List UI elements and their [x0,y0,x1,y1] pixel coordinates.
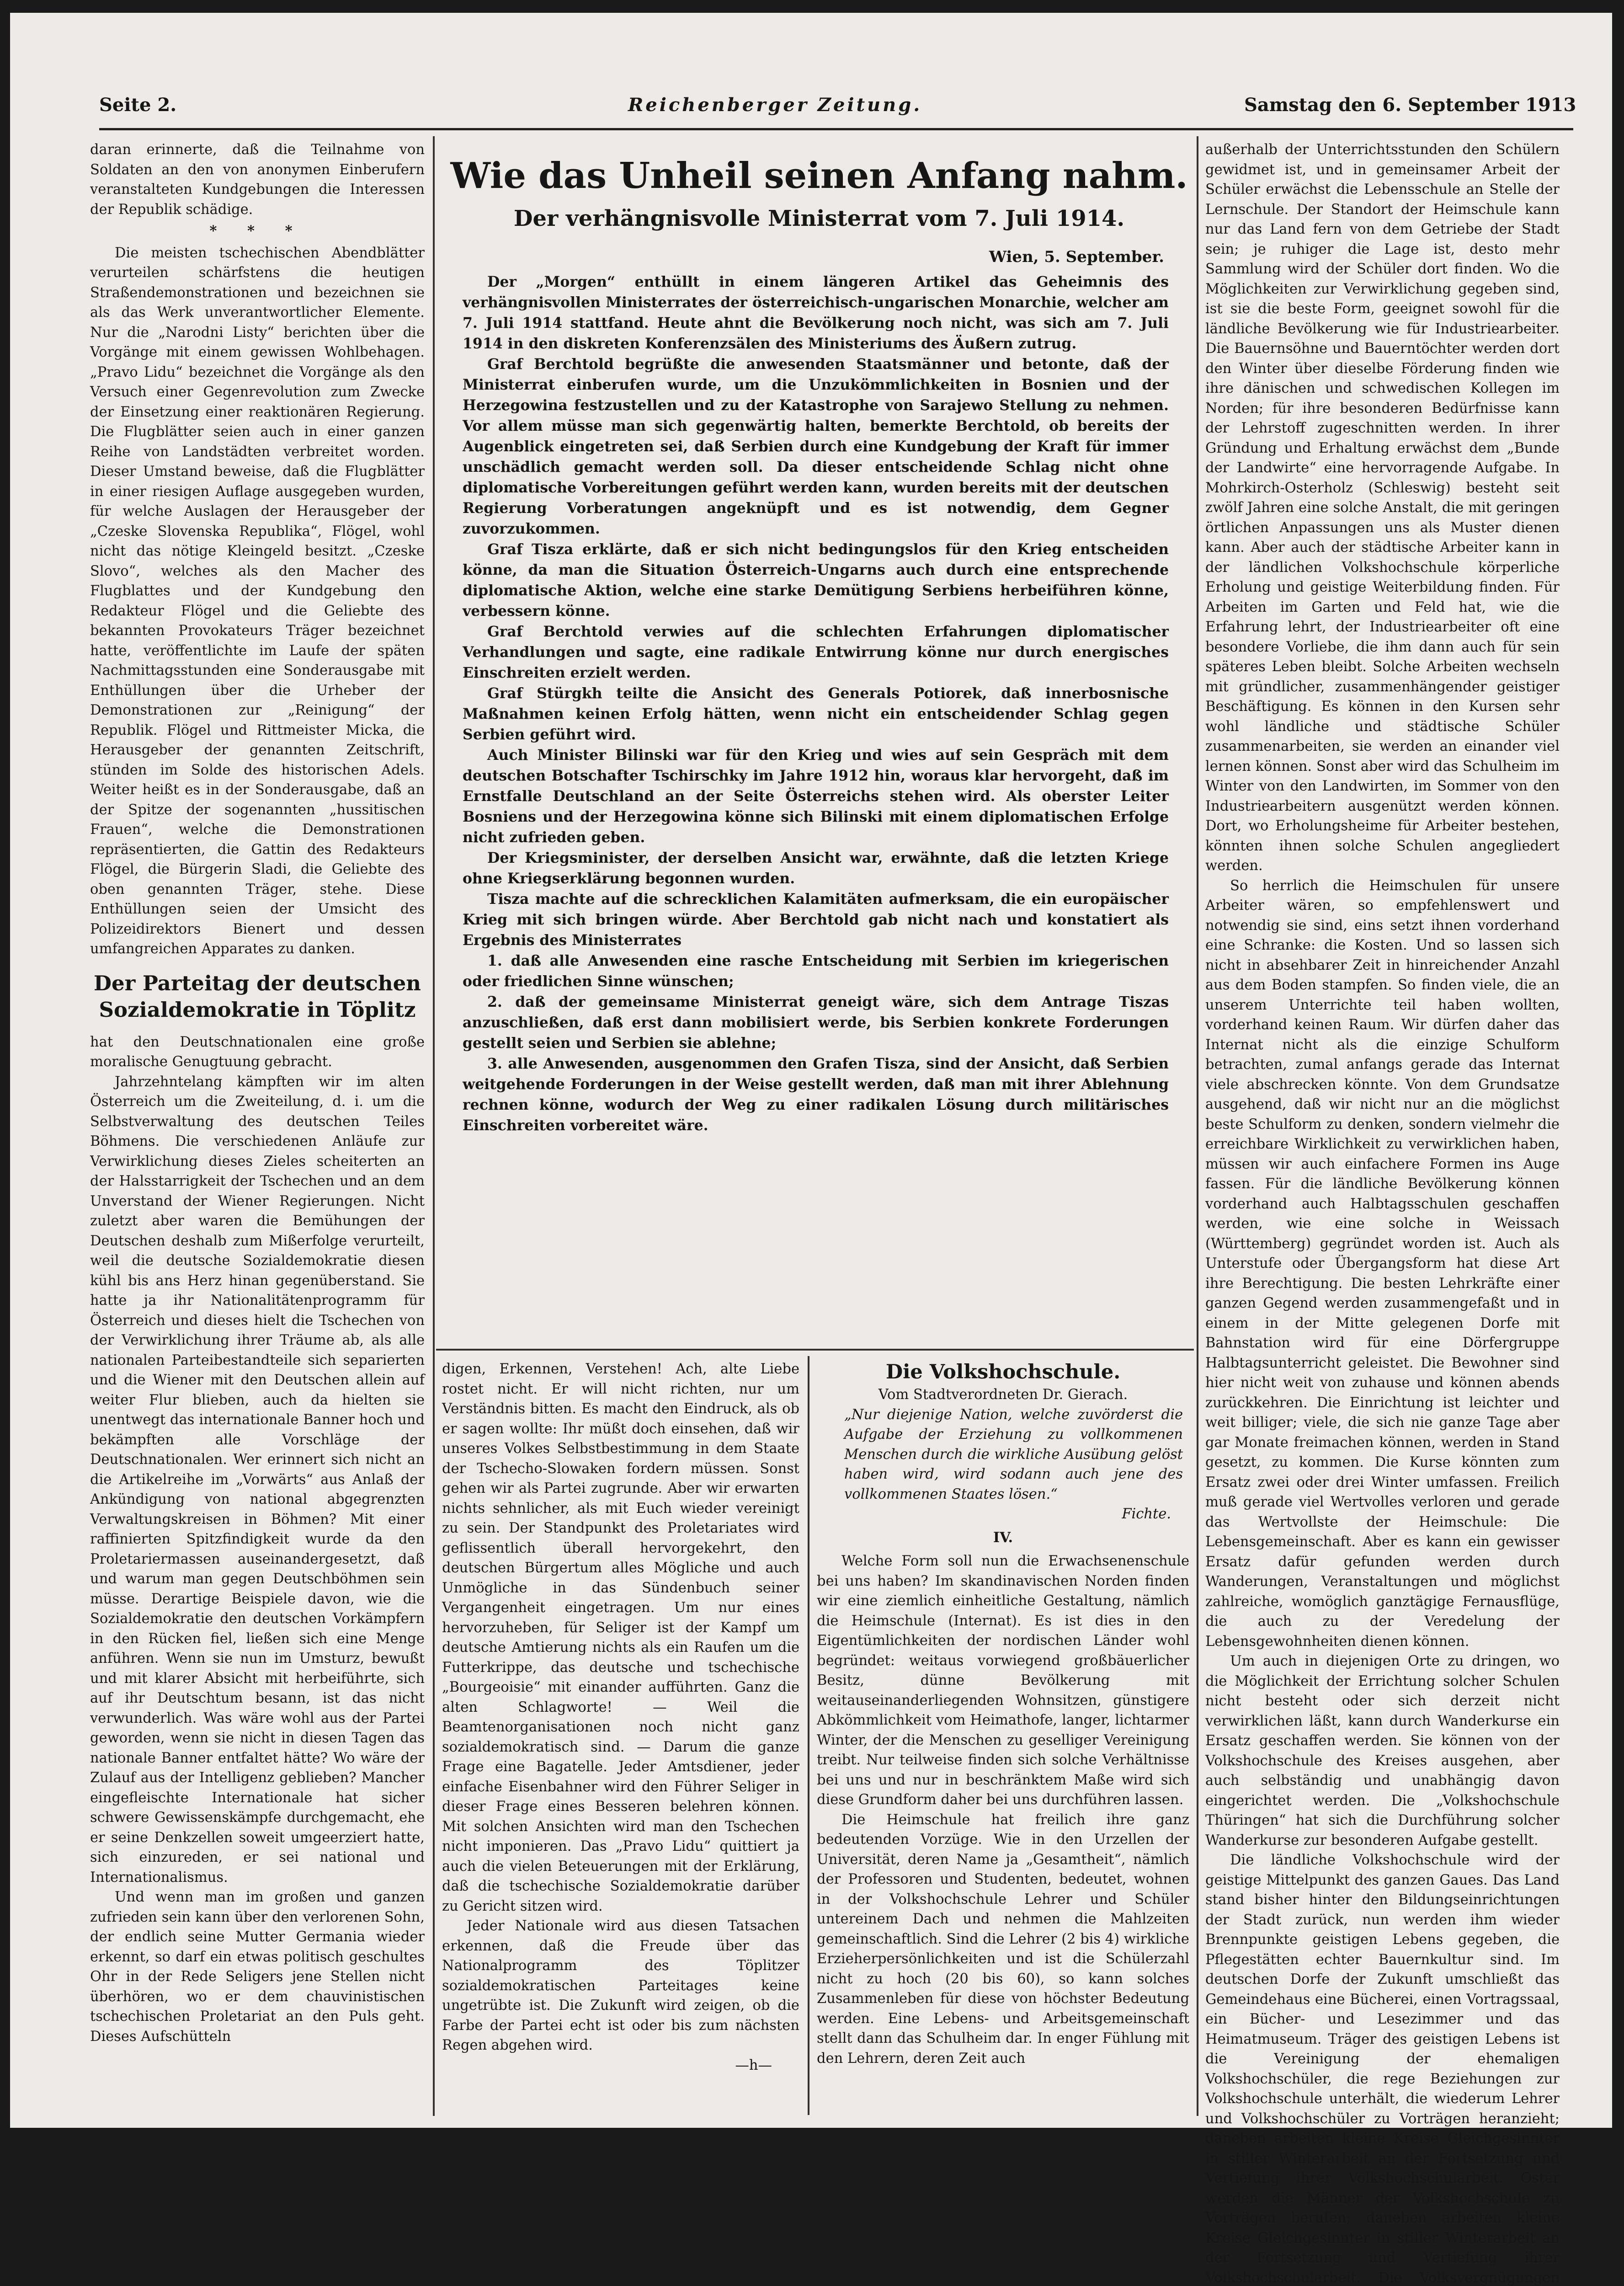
section-separator: * * * [209,223,305,239]
paragraph: Um auch in diejenigen Orte zu dringen, wo die Möglichkeit der Errichtung solcher Schulen nicht besteht oder sich derzeit nicht verwirklichen läßt, kann durch Wanderkurse ein Ersatz geschaffen werden. Sie können von der Volkshochschule des Kreises ausgehen, aber auch selbständig und unabhängig davon eingerichtet werden. Die „Volkshochschule Thüringen“ hat sich die Durchführung solcher Wanderkurse zur besonderen Aufgabe gestellt. [1205,1653,1560,1848]
paragraph: Jeder Nationale wird aus diesen Tatsachen erkennen, daß die Freude über das Nationalprogramm des Töplitzer sozialdemokratischen Parteitages keine ungetrübte ist. Die Zukunft wird zeigen, ob die Farbe der Partei echt ist oder bis zum nächsten Regen abgehen wird. [442,1918,799,2053]
list-item: 3. alle Anwesenden, ausgenommen den Grafen Tisza, sind der Ansicht, daß Serbien weitgehende Forderungen in der Weise gestellt werden, daß man mit ihrer Ablehnung rechnen könne, wodurch der Weg zu einer radikalen Lösung durch militärisches Einschreiten vorbereitet wäre. [463,1055,1169,1134]
newspaper-name: Reichenberger Zeitung. [628,94,922,116]
paragraph: Auch Minister Bilinski war für den Krieg und wies auf sein Gespräch mit dem deutschen Botschafter Tschirschky im Jahre 1912 hin, woraus klar hervorgeht, daß im Ernstfalle Deutschland an der Seite Österreichs stehen wird. Als oberster Leiter Bosniens und der Herzegowina könne sich Bilinski mit einem diplomatischen Erfolge nicht zufrieden geben. [463,747,1169,846]
issue-date: Samstag den 6. September 1913 [1244,94,1576,116]
column-1 [90,140,425,2117]
paragraph: digen, Erkennen, Verstehen! Ach, alte Liebe rostet nicht. Er will nicht richten, nur um Verständnis bitten. Es macht den Eindruck, als ob er sagen wollte: Ihr müßt doch einsehen, daß wir unseres Volkes Selbstbestimmung in dem Staate der Tschecho-Slowaken fordern müssen. Sonst gehen wir als Partei zugrunde. Aber wir erwarten nichts sehnlicher, als mit Euch wieder vereinigt zu sein. Der Standpunkt des Proletariates wird geflissentlich überall hervorgekehrt, den deutschen Bürgertum alles Mögliche und auch Unmögliche in das Sündenbuch seiner Vergangenheit eingetragen. Um nur eines hervorzuheben, für Seliger ist der Kampf um deutsche Amtierung nichts als ein Raufen um die Futterkrippe, das deutsche und tschechische „Bourgeoisie“ mit einander aufführten. Ganz die alten Schlagworte! — Weil die Beamtenorganisationen noch nicht ganz sozialdemokratisch sind. — Darum die ganze Frage eine Bagatelle. Jeder Amtsdiener, jeder einfache Eisenbahner wird den Führer Seliger in dieser Frage eines Besseren belehren können. Mit solchen Ansichten wird man den Tschechen nicht imponieren. Das „Pravo Lidu“ quittiert ja auch die vielen Beteuerungen mit der Erklärung, daß die tschechische Sozialdemokratie darüber zu Gericht sitzen wird. [442,1361,799,1914]
paragraph: Tisza machte auf die schrecklichen Kalamitäten aufmerksam, die ein europäischer Krieg mit sich bringen würde. Aber Berchtold gab nicht nach und konstatiert als Ergebnis des Ministerrates [463,891,1169,949]
article-headline: Der Parteitag der deutschen Sozialdemokratie in Töplitz [94,971,421,1022]
list-item: 1. daß alle Anwesenden eine rasche Entscheidung mit Serbien im kriegerischen oder friedlichen Sinne wünschen; [463,952,1169,990]
paragraph: hat den Deutschnationalen eine große moralische Genugtuung gebracht. [90,1034,425,1070]
main-subheadline: Der verhängnisvolle Ministerrat vom 7. Juli 1914. [513,206,1125,231]
epigraph-quote: „Nur diejenige Nation, welche zuvörderst die Aufgabe der Erziehung zu vollkommenen Menschen durch die wirkliche Ausübung gelöst haben wird, wird sodann auch jene des vollkommenen Staates lösen.“ [844,1406,1183,1502]
quote-author: Fichte. [1122,1506,1171,1522]
column-rule [808,1356,809,2115]
column-rule [433,136,435,2116]
paragraph: Welche Form soll nun die Erwachsenenschule bei uns haben? Im skandinavischen Norden finden wir eine ziemlich einheitliche Gestaltung, nämlich die Heimschule (Internat). Es ist dies in den Eigentümlichkeiten der nordischen Länder wohl begründet: weitaus vorwiegend großbäuerlicher Besitz, dünne Bevölkerung mit weitauseinanderliegenden Wohnsitzen, günstigere Abkömmlichkeit vom Heimathofe, langer, lichtarmer Winter, der die Menschen zu geselliger Vereinigung treibt. Nur teilweise finden sich solche Verhältnisse bei uns und nur in beschränktem Maße wird sich diese Grundform daher bei uns durchführen lassen. [817,1553,1189,1808]
newspaper-page [10,13,1612,2286]
paragraph: Graf Berchtold begrüßte die anwesenden Staatsmänner und betonte, daß der Ministerrat einberufen wurde, um die Unzukömmlichkeiten in Bosnien und der Herzegowina festzustellen und zu der Katastrophe von Sarajewo Stellung zu nehmen. Vor allem müsse man sich gegenwärtig halten, bemerkte Berchtold, ob bereits der Augenblick eingetreten sei, daß Serbien durch eine Kundgebung der Kraft für immer unschädlich gemacht werden soll. Da dieser entscheidende Schlag nicht ohne diplomatische Vorbereitungen geführt werden kann, wurden bereits mit der deutschen Regierung Vorberatungen angeknüpft und es ist notwendig, dem Gegner zuvorzukommen. [463,356,1169,537]
paragraph: außerhalb der Unterrichtsstunden den Schülern gewidmet ist, und in gemeinsamer Arbeit der Schüler erwächst die Lebensschule an Stelle der Lernschule. Der Standort der Heimschule kann nur das Land fern von dem Getriebe der Stadt sein; je ruhiger die Lage ist, desto mehr Sammlung wird der Schüler dort finden. Wo die Möglichkeiten zur Verwirklichung gegeben sind, ist sie die beste Form, geeignet sowohl für die ländliche Bevölkerung wie für Industriearbeiter. Die Bauernsöhne und Bauerntöchter werden dort den Winter über dieselbe Förderung finden wie ihre dänischen und schwedischen Kollegen im Norden; für ihre besonderen Bedürfnisse kann der Lehrstoff zugeschnitten werden. In ihrer Gründung und Erhaltung erwächst dem „Bunde der Landwirte“ eine hervorragende Aufgabe. In Mohrkirch-Osterholz (Schleswig) besteht seit zwölf Jahren eine solche Anstalt, die mit geringen örtlichen Anpassungen uns als Muster dienen kann. Aber auch der städtische Arbeiter kann in der ländlichen Volkshochschule körperliche Erholung und geistige Weiterbildung finden. Für Arbeiten im Garten und Feld hat, wie die Erfahrung lehrt, der Industriearbeiter oft eine besondere Vorliebe, die ihm dann auch für sein späteres Leben bleibt. Solche Arbeiten wechseln mit gründlicher, zusammenhängender geistiger Beschäftigung. Es können in den Kursen sehr wohl ländliche und städtische Schüler zusammenarbeiten, sie werden an einander viel lernen können. Sonst aber wird das Schulheim im Winter von den Landwirten, im Sommer von den Industriearbeitern ausgenützt werden können. Dort, wo Erholungsheime für Arbeiter bestehen, könnten ihnen solche Schulen angegliedert werden. [1205,142,1560,874]
paragraph: Jahrzehntelang kämpften wir im alten Österreich um die Zweiteilung, d. i. um die Selbstverwaltung des deutschen Teiles Böhmens. Die verschiedenen Anläufe zur Verwirklichung dieses Zieles scheiterten an der Halsstarrigkeit der Tschechen und an dem Unverstand der Wiener Regierungen. Nicht zuletzt aber waren die Bemühungen der Deutschen deshalb zum Mißerfolge verurteilt, weil die deutsche Sozialdemokratie diesen kühl bis ans Herz hinan gegenüberstand. Sie hatte ja ihr Nationalitätenprogramm für Österreich und dieses hielt die Tschechen von der Verwirklichung ihrer Träume ab, als alle nationalen Parteibestandteile sich separierten und die Wiener mit den Deutschen allein auf weiter Flur blieben, auch da hielten sie unentwegt das internationale Banner hoch und bekämpften alle Vorschläge der Deutschnationalen. Wer erinnert sich nicht an die Artikelreihe im „Vorwärts“ aus Anlaß der Ankündigung von national abgegrenzten Verwaltungskreisen in Böhmen? Mit einer raffinierten Spitzfindigkeit wurde da den Proletariermassen auseinandergesetzt, daß und warum man gegen Deutschböhmen sein müsse. Derartige Beispiele davon, wie die Sozialdemokratie den deutschen Vorkämpfern in den Rücken fiel, ließen sich eine Menge anführen. Wenn sie nun im Umsturz, bewußt und mit klarer Absicht mit herbeiführte, sich auf ihr Deutschtum besann, ist das nicht verwunderlich. Was wäre wohl aus der Partei geworden, wenn sie nicht in diesen Tagen das nationale Banner entfaltet hätte? Wo wäre der Zulauf aus der Intelligenz geblieben? Mancher eingefleischte Internationale hat sicher schwere Gewissenskämpfe durchgemacht, ehe er seine Denkzellen soweit umgeerziert hatte, sich einzureden, er sei national und Internationalismus. [90,1074,425,1885]
paragraph: Graf Tisza erklärte, daß er sich nicht bedingungslos für den Krieg entscheiden könne, da man die Situation Österreich-Ungarns auch durch eine entsprechende diplomatische Aktion, welche eine starke Demütigung Serbiens herbeiführen könne, verbessern könne. [463,541,1169,620]
paragraph: daran erinnerte, daß die Teilnahme von Soldaten an den von anonymen Einberufern veranstalteten Kundgebungen die Interessen der Republik schädige. [90,142,425,218]
header-rule [99,128,1573,130]
list-item: 2. daß der gemeinsame Ministerrat geneigt wäre, sich dem Antrage Tiszas anzuschließen, daß erst dann mobilisiert werde, bis Serbien konkrete Forderungen gestellt seien und Serbien sie ablehne; [463,993,1169,1052]
paragraph: Die Heimschule hat freilich ihre ganz bedeutenden Vorzüge. Wie in den Urzellen der Universität, deren Name ja „Gesamtheit“, nämlich der Professoren und Studenten, bedeutet, wohnen in der Volkshochschule Lehrer und Schüler untereinem Dach und nehmen die Mahlzeiten gemeinschaftlich. Sind die Lehrer (2 bis 4) wirkliche Erzieherpersönlichkeiten und ist die Schülerzahl nicht zu hoch (20 bis 60), so kann solches Zusammenleben für diese von höchster Bedeutung werden. Eine Lebens- und Arbeitsgemeinschaft stellt dann das Schulheim dar. In enger Fühlung mit den Lehrern, deren Zeit auch [817,1811,1189,2067]
main-headline: Wie das Unheil seinen Anfang nahm. [450,155,1188,197]
paragraph: Die ländliche Volkshochschule wird der geistige Mittelpunkt des ganzen Gaues. Das Land stand bisher hinter den Bildungseinrichtungen der Stadt zurück, nun werden ihm wieder Brennpunkte geistigen Lebens gegeben, die Pflegestätten echter Bauernkultur sind. Im deutschen Dorfe der Zukunft umschließt das Gemeindehaus eine Bücherei, einen Vortragssaal, ein Bücher- und Lesezimmer und das Heimatmuseum. Träger des geistigen Lebens ist die Vereinigung der ehemaligen Volkshochschüler, die rege Beziehungen zur Volkshochschule unterhält, die wiederum Lehrer und Volkshochschüler zu Vorträgen heranzieht; daneben arbeiten kleine Kreise Gleichgesinnter in stiller Winterarbeit an der Fortsetzung und Vertiefung ihrer Volkshochschularbeit. Oster werden die Männer der Volkshochschule zu Vorträgen berufen; daneben arbeiten kleine Kreise Gleichgesinnter in stiller Winterarbeit an der Fortsetzung und Vertiefung ihrer Volkshochschularbeit. Die Volksvergnügungen [1205,1852,1560,2286]
column-3-volkshochschule [817,1359,1189,2116]
author-mark: —h— [735,2057,772,2073]
main-article-body [463,272,1169,1341]
paragraph: Graf Stürgkh teilte die Ansicht des Generals Potiorek, daß innerbosnische Maßnahmen keinen Erfolg hätten, wenn nicht ein entscheidender Schlag gegen Serbien geführt wird. [463,685,1169,743]
column-2-continued [442,1359,799,2116]
article-headline: Die Volkshochschule. [885,1361,1121,1383]
dateline: Wien, 5. September. [989,248,1164,266]
paragraph: Der „Morgen“ enthüllt in einem längeren Artikel das Geheimnis des verhängnisvollen Ministerrates der österreichisch-ungarischen Monarchie, welcher am 7. Juli 1914 stattfand. Heute ahnt die Bevölkerung noch nicht, was sich am 7. Juli 1914 in den diskreten Konferenzsälen des Ministeriums des Äußern zutrug. [463,273,1169,352]
section-number: IV. [993,1529,1013,1546]
paragraph: Graf Berchtold verwies auf die schlechten Erfahrungen diplomatischer Verhandlungen und sagte, eine radikale Entwirrung könne nur durch energisches Einschreiten erzielt werden. [463,623,1169,681]
column-rule [1197,136,1198,2116]
byline: Vom Stadtverordneten Dr. Gierach. [878,1387,1128,1403]
paragraph: Der Kriegsminister, der derselben Ansicht war, erwähnte, daß die letzten Kriege ohne Kriegserklärung begonnen wurden. [463,849,1169,887]
article-end-rule [436,1349,1194,1351]
column-4 [1205,140,1560,2286]
page-number: Seite 2. [99,94,177,116]
paragraph: Und wenn man im großen und ganzen zufrieden sein kann über den verlorenen Sohn, der endlich seine Mutter Germania wieder erkennt, so darf ein etwas politisch geschultes Ohr in der Rede Seligers jene Stellen nicht überhören, wo er dem chauvinistischen tschechischen Proletariat an den Puls geht. Dieses Aufschütteln [90,1889,425,2045]
paragraph: Die meisten tschechischen Abendblätter verurteilen schärfstens die heutigen Straßendemonstrationen und bezeichnen sie als das Werk unverantwortlicher Elemente. Nur die „Narodni Listy“ berichten über die Vorgänge mit einem gewissen Wohlbehagen. „Pravo Lidu“ bezeichnet die Vorgänge als den Versuch einer Gegenrevolution zum Zwecke der Einsetzung einer reaktionären Regierung. Die Flugblätter seien auch in einer ganzen Reihe von Landstädten verbreitet worden. Dieser Umstand beweise, daß die Flugblätter in einer riesigen Auflage ausgegeben wurden, für welche Auslagen der Herausgeber der „Czeske Slovenska Republika“, Flögel, wohl nicht das nötige Kleingeld besitzt. „Czeske Slovo“, welches als den Macher des Flugblattes und der Kundgebung den Redakteur Flögel und die Geliebte des bekannten Provokateurs Träger bezeichnet hatte, veröffentlichte im Laufe der späten Nachmittagsstunden eine Sonderausgabe mit Enthüllungen über die Urheber der Demonstrationen zur „Reinigung“ der Republik. Flögel und Rittmeister Micka, die Herausgeber der genannten Zeitschrift, stünden im Solde des historischen Adels. Weiter heißt es in der Sonderausgabe, daß an der Spitze der sogenannten „hussitischen Frauen“, welche die Demonstrationen repräsentierten, die Gattin des Redakteurs Flögel, die Bürgerin Sladi, die Geliebte des oben genannten Träger, stehe. Diese Enthüllungen seien der Umsicht des Polizeidirektors Bienert und dessen umfangreichen Apparates zu danken. [90,245,425,957]
paragraph: So herrlich die Heimschulen für unsere Arbeiter wären, so empfehlenswert und notwendig sie sind, eins setzt ihnen vorderhand eine Schranke: die Kosten. Und so lassen sich nicht in absehbarer Zeit in hinreichender Anzahl aus dem Boden stampfen. So finden viele, die an unserem Unterrichte teil haben wollten, vorderhand keinen Raum. Wir dürfen daher das Internat nicht als die einzige Schulform betrachten, zumal anfangs gerade das Internat viele abschrecken könnte. Von dem Grundsatze ausgehend, daß wir nicht nur an die möglichst beste Schulform zu denken, sondern vielmehr die erreichbare Wirklichkeit zu verwirklichen haben, müssen wir auch einfachere Formen ins Auge fassen. Für die ländliche Bevölkerung können vorderhand auch Halbtagsschulen geschaffen werden, wie eine solche in Weissach (Württemberg) gegründet worden ist. Auch als Unterstufe oder Übergangsform hat diese Art ihre Berechtigung. Die besten Lehrkräfte einer ganzen Gegend werden zusammengefaßt und in einem in der Mitte gelegenen Dorfe mit Bahnstation wird für eine Dörfergruppe Halbtagsunterricht geleistet. Die Bewohner sind hier nicht weit von zuhause und können abends zurückkehren. Die Einrichtung ist leichter und weit billiger; viele, die sich nie ganze Tage aber gar Monate freimachen können, werden in Stand gesetzt, zu kommen. Die Kurse könnten zum Ersatz zwei oder drei Winter umfassen. Freilich muß gerade viel Wertvolles verloren und gerade das Wertvollste der Heimschule: Die Lebensgemeinschaft. Aber es kann ein gewisser Ersatz dafür gefunden werden durch Wanderungen, Veranstaltungen und möglichst zahlreiche, womöglich ganztägige Fernausflüge, die auch zu der Veredelung der Lebensgewohnheiten dienen können. [1205,877,1560,1650]
